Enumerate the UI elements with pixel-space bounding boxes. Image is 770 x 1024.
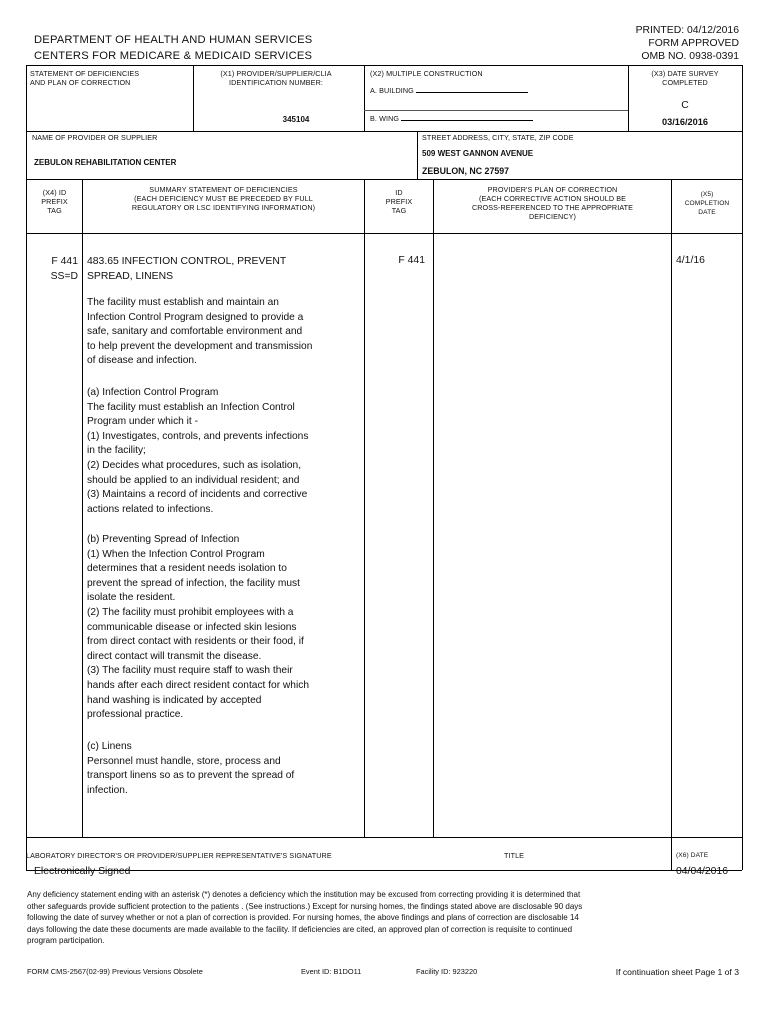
- x4-header: (X4) ID PREFIX TAG: [41, 188, 68, 215]
- deficiency-title: 483.65 INFECTION CONTROL, PREVENT SPREAD, LINENS: [87, 256, 287, 282]
- form-number: FORM CMS-2567(02-99) Previous Versions Obsolete: [27, 967, 203, 976]
- address-label: STREET ADDRESS, CITY, STATE, ZIP CODE: [422, 133, 574, 142]
- disclaimer: Any deficiency statement ending with an asterisk (*) denotes a deficiency which the institution may be excused from correcting providing it is determined that other safeguards provide sufficient protection to the patients . (See instructions.) Except for nursing homes, the findings stated above are disclosable 90 days following the date of survey whether or not a plan of correction is provided. For nursing homes, the above findings and plans of correction are disclosable 14 days following the date these documents are made available to the facility. If deficiencies are cited, an approved plan of correction is requisite to continued program participation.: [27, 890, 583, 946]
- completion-header: (X5) COMPLETION DATE: [684, 191, 730, 216]
- city-state-zip: ZEBULON, NC 27597: [422, 166, 510, 176]
- summary-header: SUMMARY STATEMENT OF DEFICIENCIES (EACH DEFICIENCY MUST BE PRECEDED BY FULL REGULATORY OR LSC IDENTIFYING INFORMATION): [131, 185, 316, 212]
- facility-id: Facility ID: 923220: [416, 967, 478, 976]
- provider-name: ZEBULON REHABILITATION CENTER: [34, 158, 177, 167]
- survey-code: C: [681, 100, 689, 111]
- signature-label: LABORATORY DIRECTOR'S OR PROVIDER/SUPPLIER REPRESENTATIVE'S SIGNATURE: [26, 851, 332, 860]
- wing-field: B. WING: [370, 113, 533, 123]
- omb-number: OMB NO. 0938-0391: [641, 51, 739, 62]
- paragraph-intro: The facility must establish and maintain an Infection Control Program designed to provide a safe, sanitary and comfortable environment and to help prevent the development and transmission of disease and infection.: [87, 297, 313, 367]
- event-id: Event ID: B1DO11: [301, 967, 362, 976]
- provider-id-label: (X1) PROVIDER/SUPPLIER/CLIA IDENTIFICATION NUMBER:: [220, 69, 332, 87]
- severity-scope: SS=D: [50, 270, 78, 282]
- completion-date: 4/1/16: [676, 255, 705, 266]
- date-survey-label: (X3) DATE SURVEY COMPLETED: [651, 69, 719, 87]
- title-label: TITLE: [504, 851, 525, 860]
- printed-date: PRINTED: 04/12/2016: [635, 25, 739, 36]
- signature-value: Electronically Signed: [34, 866, 131, 877]
- paragraph-infection-control: (a) Infection Control Program The facility must establish an Infection Control Program under which it - (1) Investigates, controls, and prevents infections in the facility; (2) Decides what procedures, such as isolation, should be applied to an individual resident; and (3) Maintains a record of incidents and corrective actions related to infections.: [87, 387, 309, 515]
- street-address: 509 WEST GANNON AVENUE: [422, 149, 534, 158]
- continuation-page: If continuation sheet Page 1 of 3: [615, 967, 739, 977]
- department-name: DEPARTMENT OF HEALTH AND HUMAN SERVICES: [34, 34, 313, 46]
- multiple-construction-label: (X2) MULTIPLE CONSTRUCTION: [370, 69, 483, 78]
- tag-prefix-right: F 441: [398, 255, 425, 266]
- paragraph-linens: (c) Linens Personnel must handle, store, process and transport linens so as to prevent the spread of infection.: [87, 741, 295, 796]
- date-label: (X6) DATE: [676, 852, 709, 859]
- form-approved: FORM APPROVED: [648, 38, 739, 49]
- agency-name: CENTERS FOR MEDICARE & MEDICAID SERVICES: [34, 50, 313, 62]
- provider-name-label: NAME OF PROVIDER OR SUPPLIER: [32, 133, 158, 142]
- provider-number: 345104: [282, 115, 310, 124]
- survey-date: 03/16/2016: [662, 117, 708, 127]
- paragraph-preventing-spread: (b) Preventing Spread of Infection (1) When the Infection Control Program determines that a resident needs isolation to prevent the spread of infection, the facility must isolate the resident. (2) The facility must prohibit employees with a communicable disease or infected skin lesions from direct contact with residents or their food, if direct contact will transmit the disease. (3) The facility must require staff to wash their hands after each direct resident contact for which hand washing is indicated by accepted professional practice.: [87, 534, 309, 721]
- tag-prefix-left: F 441 SS=D: [28, 255, 78, 284]
- id-prefix-header: ID PREFIX TAG: [385, 188, 413, 215]
- signature-date: 04/04/2016: [676, 866, 729, 877]
- plan-header: PROVIDER'S PLAN OF CORRECTION (EACH CORRECTIVE ACTION SHOULD BE CROSS-REFERENCED TO THE APPROPRIATE DEFICIENCY): [471, 185, 634, 221]
- statement-label: STATEMENT OF DEFICIENCIES AND PLAN OF CORRECTION: [30, 69, 140, 87]
- building-field: A. BUILDING: [370, 85, 528, 95]
